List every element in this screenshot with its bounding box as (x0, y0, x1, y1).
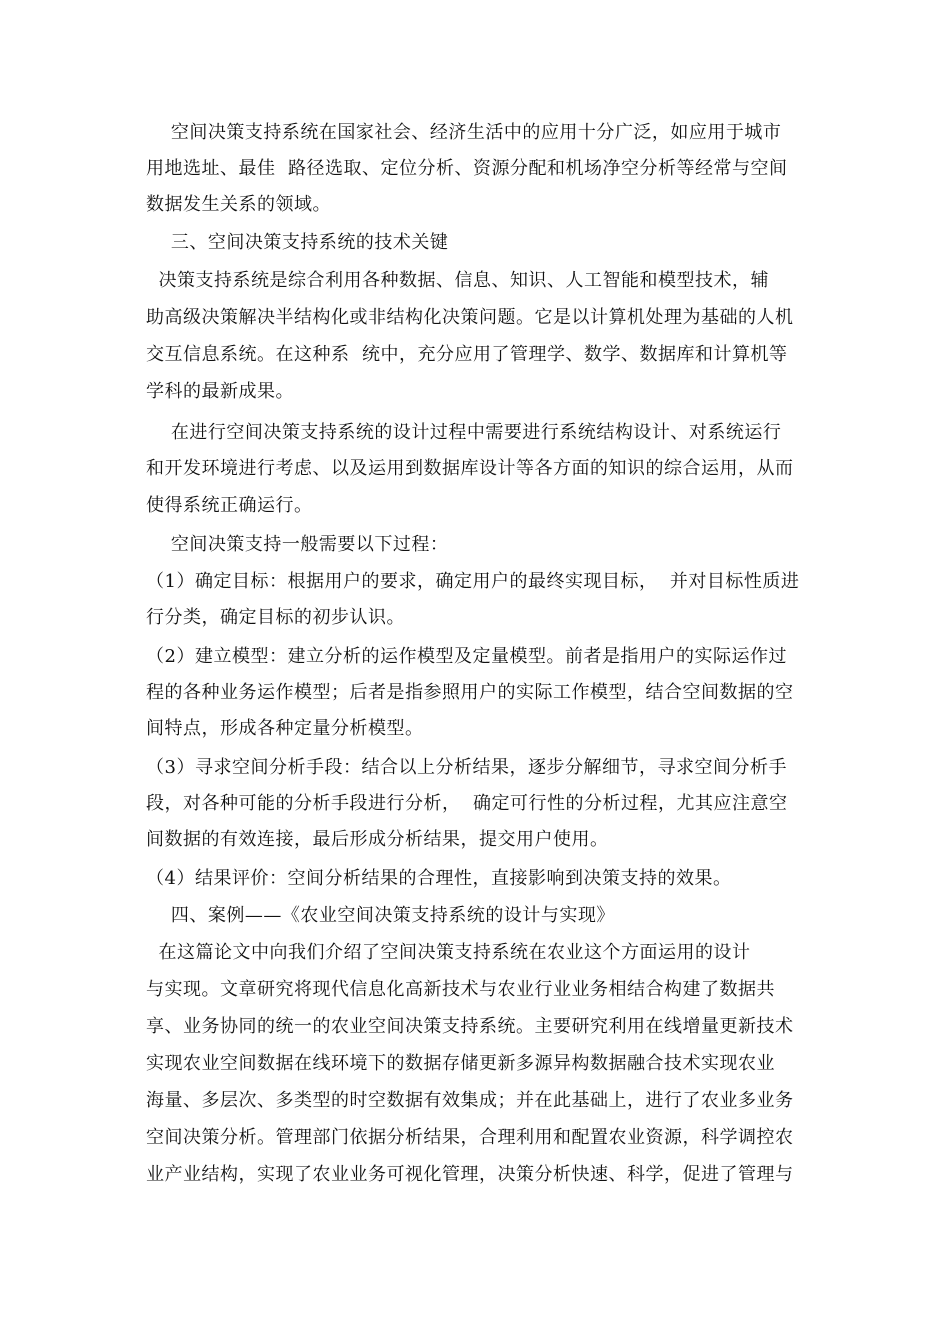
list-item: （4）结果评价：空间分析结果的合理性，直接影响到决策支持的效果。 (146, 868, 732, 889)
text-line: 助高级决策解决半结构化或非结构化决策问题。它是以计算机处理为基础的人机 (146, 307, 794, 328)
text-line: 与实现。文章研究将现代信息化高新技术与农业行业业务相结合构建了数据共 (146, 979, 775, 1000)
text-line: 用地选址、最佳 路径选取、定位分析、资源分配和机场净空分析等经常与空间 (146, 158, 788, 179)
text-line: 海量、多层次、多类型的时空数据有效集成；并在此基础上，进行了农业多业务 (146, 1090, 794, 1111)
text-line: 空间决策分析。管理部门依据分析结果，合理利用和配置农业资源，科学调控农 (146, 1127, 794, 1148)
text-line: 间数据的有效连接，最后形成分析结果，提交用户使用。 (146, 829, 609, 850)
text-line: 间特点，形成各种定量分析模型。 (146, 718, 424, 739)
section-heading: 四、案例——《农业空间决策支持系统的设计与实现》 (146, 905, 615, 926)
text-line: 享、业务协同的统一的农业空间决策支持系统。主要研究利用在线增量更新技术 (146, 1016, 794, 1037)
text-line: 在这篇论文中向我们介绍了空间决策支持系统在农业这个方面运用的设计 (146, 942, 751, 963)
text-line: 段，对各种可能的分析手段进行分析， 确定可行性的分析过程，尤其应注意空 (146, 793, 788, 814)
list-item: （2）建立模型：建立分析的运作模型及定量模型。前者是指用户的实际运作过 (146, 646, 787, 667)
text-line: 行分类，确定目标的初步认识。 (146, 607, 405, 628)
text-line: 空间决策支持系统在国家社会、经济生活中的应用十分广泛，如应用于城市 (146, 122, 782, 143)
text-line: 空间决策支持一般需要以下过程： (146, 534, 449, 555)
text-line: 程的各种业务运作模型；后者是指参照用户的实际工作模型，结合空间数据的空 (146, 682, 794, 703)
list-item: （3）寻求空间分析手段：结合以上分析结果，逐步分解细节，寻求空间分析手 (146, 757, 787, 778)
text-line: 决策支持系统是综合利用各种数据、信息、知识、人工智能和模型技术，辅 (146, 270, 769, 291)
text-line: 业产业结构，实现了农业业务可视化管理，决策分析快速、科学，促进了管理与 (146, 1164, 794, 1185)
text-line: 学科的最新成果。 (146, 381, 294, 402)
text-line: 交互信息系统。在这种系 统中，充分应用了管理学、数学、数据库和计算机等 (146, 344, 788, 365)
list-item: （1）确定目标：根据用户的要求，确定用户的最终实现目标， 并对目标性质进 (146, 571, 800, 592)
text-line: 使得系统正确运行。 (146, 495, 313, 516)
text-line: 和开发环境进行考虑、以及运用到数据库设计等各方面的知识的综合运用，从而 (146, 458, 794, 479)
section-heading: 三、空间决策支持系统的技术关键 (146, 232, 449, 253)
text-line: 在进行空间决策支持系统的设计过程中需要进行系统结构设计、对系统运行 (146, 422, 782, 443)
text-line: 实现农业空间数据在线环境下的数据存储更新多源异构数据融合技术实现农业 (146, 1053, 775, 1074)
text-line: 数据发生关系的领域。 (146, 194, 331, 215)
